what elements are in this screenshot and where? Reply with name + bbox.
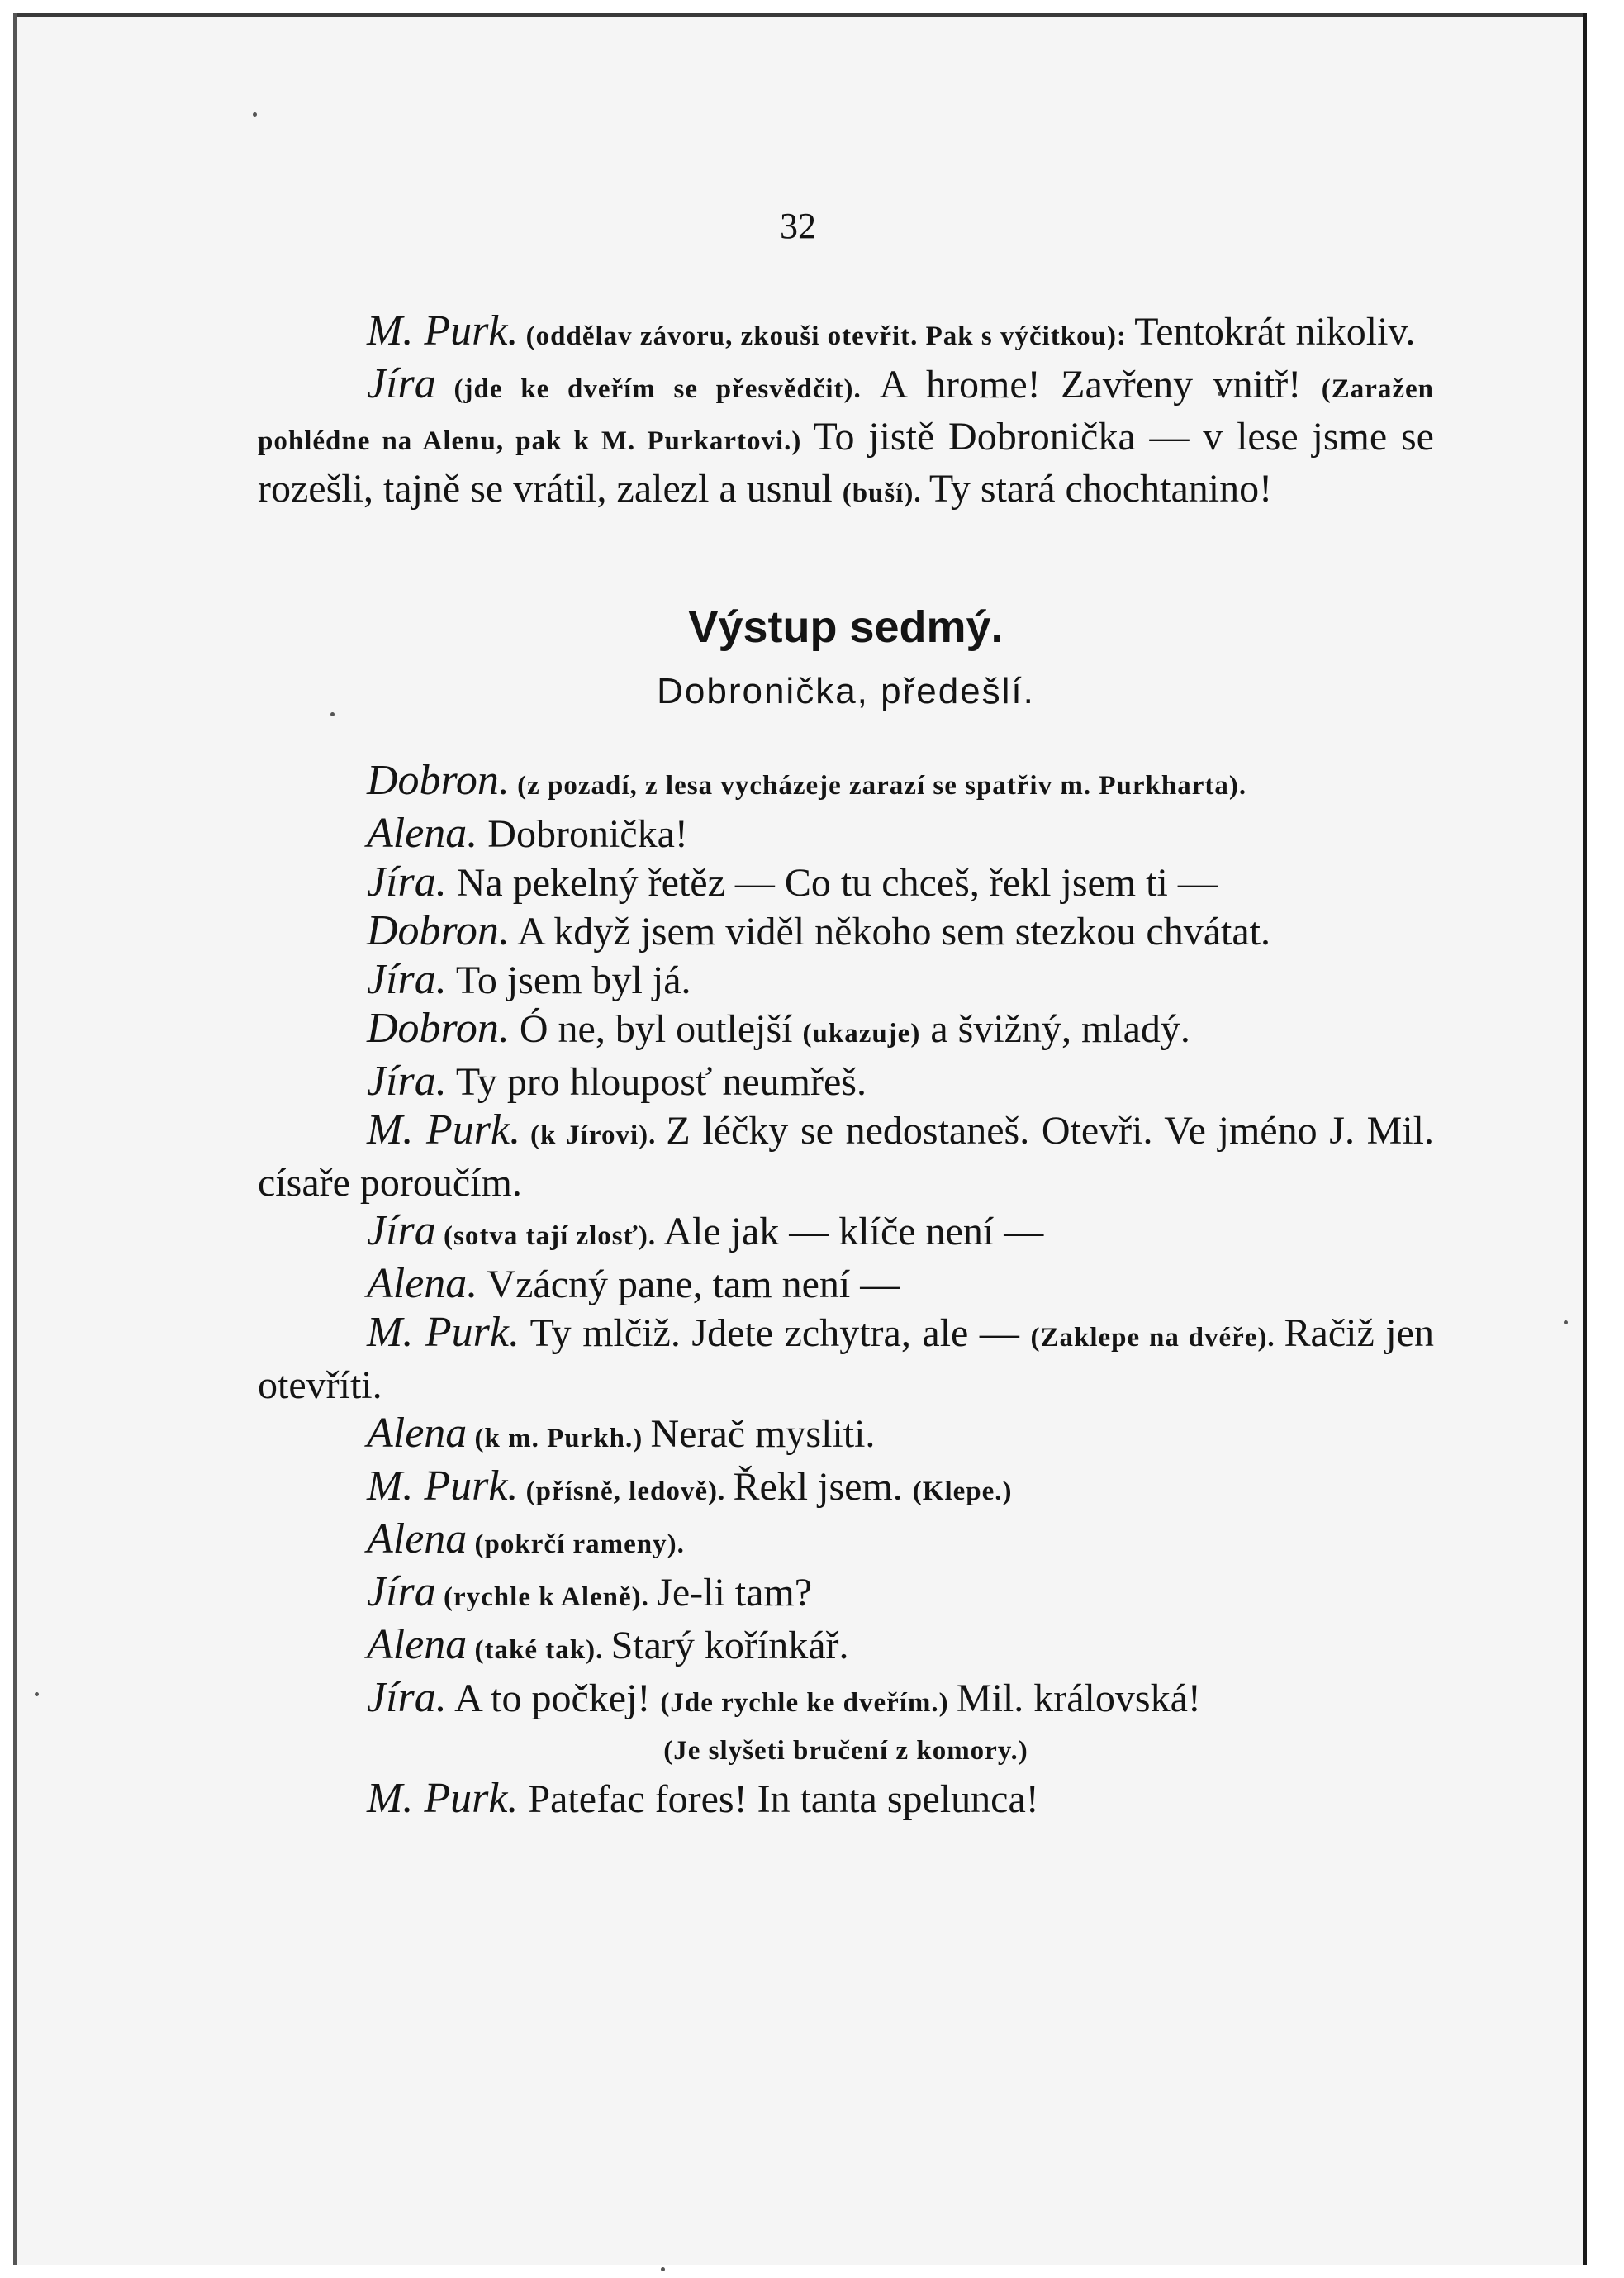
dialogue-text: Z léčky se nedostaneš. Otevři. Ve jméno J. Mil. císaře poroučím.: [258, 1109, 1434, 1205]
scan-speck: [1564, 1320, 1568, 1324]
dialogue-paragraph: [258, 307, 1434, 360]
stage-direction: (Zaklepe na dvéře).: [1030, 1323, 1284, 1353]
dialogue-paragraph: [258, 1568, 1434, 1621]
dialogue-paragraph: [258, 1260, 1434, 1309]
stage-direction: (buší).: [842, 478, 929, 508]
dialogue-paragraph: [258, 1674, 1434, 1727]
page-number: 32: [780, 206, 816, 246]
dialogue-text: Ty mlčiž. Jdete zchytra, ale —: [519, 1311, 1031, 1355]
dialogue-paragraph: [258, 858, 1434, 907]
dialogue-paragraph: [258, 1515, 1434, 1568]
scene-characters: Dobronička, předešlí.: [657, 671, 1035, 711]
dialogue-text: Ty stará chochtanino!: [928, 467, 1273, 511]
dialogue-text: Vzácný pane, tam není —: [477, 1263, 900, 1306]
dialogue-text: Ó ne, byl outlejší: [509, 1007, 803, 1051]
stage-direction: (k Jírovi).: [520, 1120, 667, 1150]
speaker-name: M. Purk.: [367, 307, 519, 354]
dialogue-text: Račiž jen otevříti.: [258, 1311, 1434, 1407]
stage-direction: (Zaražen pohlédne na Alenu, pak k M. Purkartovi.): [258, 374, 1434, 456]
dialogue-paragraph: [258, 1058, 1434, 1106]
stage-direction: (také tak).: [467, 1635, 611, 1665]
dialogue-text: Řekl jsem.: [733, 1465, 913, 1509]
stage-direction: (Jde rychle ke dveřím.): [660, 1688, 957, 1718]
dialogue-paragraph: [258, 1309, 1434, 1410]
dialogue-paragraph: [258, 1775, 1434, 1824]
stage-direction: (Klepe.): [912, 1477, 1013, 1506]
dialogue-text: Je-li tam?: [657, 1571, 813, 1615]
scan-speck: [35, 1692, 39, 1696]
stage-direction-centered: (Je slyšeti bručení z komory.): [663, 1736, 1028, 1766]
stage-direction: (přísně, ledově).: [518, 1477, 734, 1506]
speaker-name: Jíra: [367, 1207, 436, 1254]
speaker-name: M. Purk.: [367, 1775, 519, 1822]
dialogue-paragraph: [258, 1462, 1434, 1515]
dialogue-text: A hrome! Zavřeny vnitř!: [879, 363, 1322, 407]
dialogue-paragraph: [258, 810, 1434, 858]
dialogue-block-1: [258, 307, 1434, 517]
dialogue-text: To jistě Dobronička — v lese jsme se rozešli, tajně se vrátil, zalezl a usnul: [258, 415, 1434, 511]
speaker-name: M. Purk.: [367, 1106, 521, 1153]
stage-direction: (k m. Purkh.): [467, 1424, 651, 1453]
dialogue-paragraph: [258, 360, 1434, 517]
dialogue-block-2: [258, 757, 1434, 1727]
dialogue-paragraph: [258, 1621, 1434, 1674]
stage-direction: (pokrčí rameny).: [467, 1529, 685, 1559]
dialogue-text: A když jsem viděl někoho sem stezkou chvátat.: [509, 910, 1270, 954]
dialogue-paragraph: [258, 757, 1434, 810]
dialogue-text: To jsem byl já.: [446, 958, 691, 1002]
speaker-name: Dobron.: [367, 757, 510, 804]
dialogue-text: Mil. královská!: [956, 1676, 1201, 1720]
page-text: [258, 307, 1434, 1824]
speaker-name: Jíra.: [367, 1058, 447, 1105]
scan-speck: [661, 2267, 665, 2271]
speaker-name: Alena: [367, 1515, 468, 1562]
stage-direction: (jde ke dveřím se přesvědčit).: [435, 374, 880, 404]
speaker-name: M. Purk.: [367, 1309, 520, 1356]
speaker-name: Dobron.: [367, 1005, 510, 1052]
dialogue-text: Na pekelný řetěz — Co tu chceš, řekl jsem ti —: [446, 861, 1218, 905]
scan-top-edge: [13, 13, 1583, 17]
stage-direction: (z pozadí, z lesa vycházeje zarazí se spatřiv m. Purkharta).: [509, 771, 1247, 801]
speaker-name: Alena.: [367, 1260, 478, 1307]
speaker-name: Jíra: [367, 1568, 436, 1615]
speaker-name: Jíra.: [367, 1674, 447, 1721]
dialogue-text: Ale jak — klíče není —: [663, 1210, 1044, 1253]
dialogue-text: Starý kořínkář.: [610, 1624, 849, 1667]
stage-direction: (ukazuje): [802, 1019, 921, 1049]
scan-speck: [253, 112, 257, 117]
dialogue-paragraph: [258, 1410, 1434, 1462]
stage-direction: (rychle k Aleně).: [435, 1582, 658, 1612]
speaker-name: Jíra.: [367, 858, 447, 906]
dialogue-paragraph: [258, 1207, 1434, 1260]
speaker-name: Jíra.: [367, 956, 447, 1003]
speaker-name: Jíra: [367, 360, 436, 407]
dialogue-paragraph: [258, 1005, 1434, 1058]
speaker-name: Alena: [367, 1621, 468, 1668]
dialogue-text: A to počkej!: [446, 1676, 661, 1720]
stage-direction: (oddělav závoru, zkouši otevřit. Pak s výčitkou):: [518, 321, 1135, 351]
scene-title: Výstup sedmý.: [688, 602, 1004, 652]
book-page: [13, 13, 1587, 2265]
stage-direction: (sotva tají zlosť).: [435, 1221, 664, 1251]
dialogue-block-3: [258, 1775, 1434, 1824]
dialogue-paragraph: [258, 956, 1434, 1005]
dialogue-text: Tentokrát nikoliv.: [1134, 310, 1416, 354]
speaker-name: Dobron.: [367, 907, 510, 954]
speaker-name: M. Purk.: [367, 1462, 519, 1510]
dialogue-text: Nerač mysliti.: [650, 1412, 876, 1456]
dialogue-paragraph: [258, 907, 1434, 956]
dialogue-paragraph: [258, 1106, 1434, 1207]
dialogue-text: a švižný, mladý.: [920, 1007, 1190, 1051]
scan-left-edge: [13, 13, 17, 2265]
dialogue-text: Patefac fores! In tanta spelunca!: [518, 1777, 1039, 1821]
dialogue-text: Dobronička!: [477, 812, 688, 856]
speaker-name: Alena.: [367, 810, 478, 857]
dialogue-text: Ty pro hlouposť neumřeš.: [446, 1060, 867, 1104]
speaker-name: Alena: [367, 1410, 468, 1457]
